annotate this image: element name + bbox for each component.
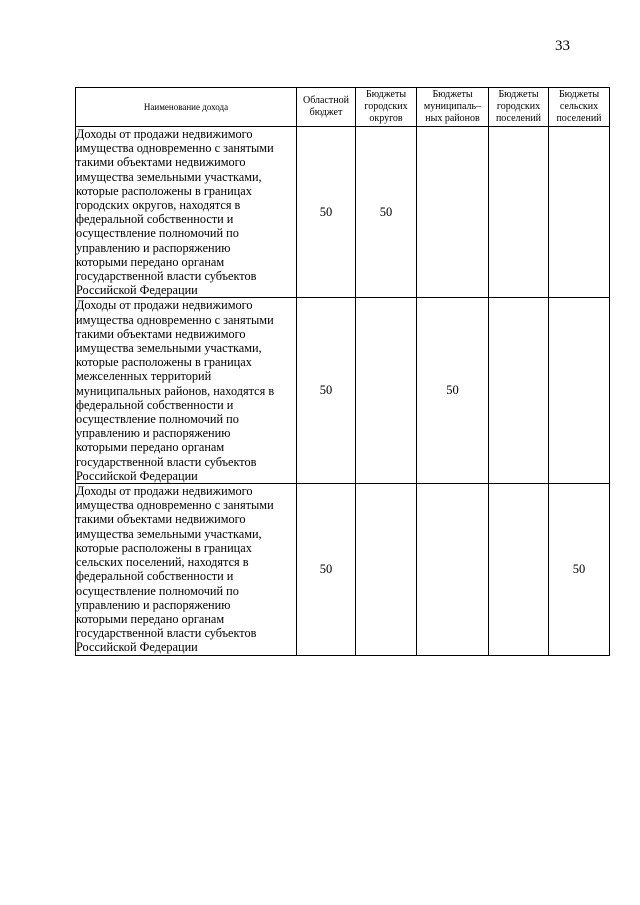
income-name-cell: Доходы от продажи недвижимого имущества одновременно с занятыми такими объектами недвижимого имущества земельными участками, которые расположены в границах межселенных территорий муниципальных районов, находятся в федеральной собственности и осуществление полномочий по управлению и распоряжению которыми передано органам государственной власти субъектов Российской Федерации bbox=[76, 298, 297, 484]
header-city-districts-budgets: Бюджеты городских округов bbox=[356, 88, 417, 127]
city-districts-share bbox=[356, 484, 417, 655]
page-number: 33 bbox=[555, 38, 570, 54]
city-districts-share: 50 bbox=[356, 127, 417, 298]
rural-settlements-share: 50 bbox=[549, 484, 610, 655]
rural-settlements-share bbox=[549, 298, 610, 484]
table-row bbox=[76, 484, 610, 655]
table-row bbox=[76, 127, 610, 298]
urban-settlements-share bbox=[489, 298, 549, 484]
income-distribution-table bbox=[75, 87, 610, 656]
header-regional-budget: Областной бюджет bbox=[297, 88, 356, 127]
regional-budget-share: 50 bbox=[297, 298, 356, 484]
municipal-districts-share bbox=[417, 484, 489, 655]
rural-settlements-share bbox=[549, 127, 610, 298]
municipal-districts-share bbox=[417, 127, 489, 298]
header-urban-settlements-budgets: Бюджеты городских поселений bbox=[489, 88, 549, 127]
table-header-row bbox=[76, 88, 610, 127]
income-name-cell: Доходы от продажи недвижимого имущества одновременно с занятыми такими объектами недвижимого имущества земельными участками, которые расположены в границах сельских поселений, находятся в федеральной собственности и осуществление полномочий по управлению и распоряжению которыми передано органам государственной власти субъектов Российской Федерации bbox=[76, 484, 297, 655]
city-districts-share bbox=[356, 298, 417, 484]
municipal-districts-share: 50 bbox=[417, 298, 489, 484]
header-municipal-districts-budgets: Бюджеты муниципаль– ных районов bbox=[417, 88, 489, 127]
regional-budget-share: 50 bbox=[297, 127, 356, 298]
regional-budget-share: 50 bbox=[297, 484, 356, 655]
header-rural-settlements-budgets: Бюджеты сельских поселений bbox=[549, 88, 610, 127]
income-name-cell: Доходы от продажи недвижимого имущества одновременно с занятыми такими объектами недвижимого имущества земельными участками, которые расположены в границах городских округов, находятся в федеральной собственности и осуществление полномочий по управлению и распоряжению которыми передано органам государственной власти субъектов Российской Федерации bbox=[76, 127, 297, 298]
table-row bbox=[76, 298, 610, 484]
header-income-name: Наименование дохода bbox=[76, 88, 297, 127]
urban-settlements-share bbox=[489, 484, 549, 655]
urban-settlements-share bbox=[489, 127, 549, 298]
